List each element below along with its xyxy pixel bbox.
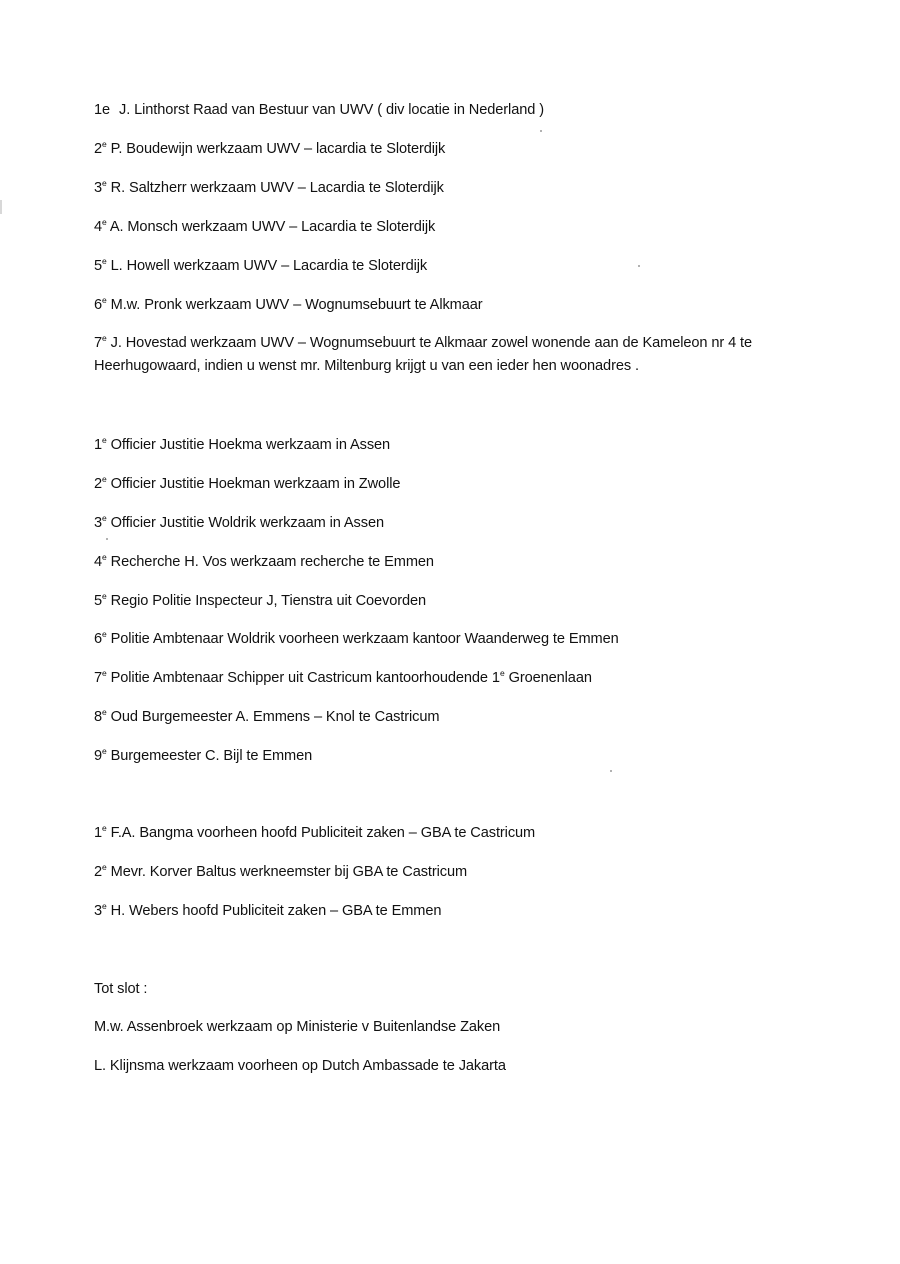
ordinal-suffix: e (102, 295, 107, 305)
item-text: Officier Justitie Woldrik werkzaam in Assen (110, 515, 384, 531)
ordinal-number: 6 (94, 297, 103, 313)
justitie-item-2 (94, 474, 400, 494)
ordinal-number: 1 (491, 670, 500, 686)
ordinal-suffix: e (102, 862, 107, 872)
item-text: A. Monsch werkzaam UWV – Lacardia te Sloterdijk (109, 219, 436, 235)
ordinal-suffix: e (102, 668, 107, 678)
ordinal-number: 5 (94, 593, 103, 609)
street-name: Groenenlaan (508, 670, 592, 686)
uwv-item-5 (94, 256, 427, 276)
ordinal (94, 219, 107, 235)
closing-item-1: M.w. Assenbroek werkzaam op Ministerie v Buitenlandse Zaken (94, 1019, 501, 1035)
ordinal (94, 554, 107, 570)
justitie-item-8 (94, 707, 439, 727)
ordinal-suffix: e (102, 746, 107, 756)
item-text: P. Boudewijn werkzaam UWV – lacardia te Sloterdijk (110, 141, 446, 157)
ordinal-suffix: e (102, 217, 107, 227)
ordinal-number: 1 (94, 825, 103, 841)
gba-item-2 (94, 862, 467, 882)
uwv-item-3 (94, 178, 444, 198)
ordinal-suffix: e (102, 256, 107, 266)
ordinal (94, 670, 107, 686)
ordinal (94, 825, 107, 841)
item-text: Burgemeester C. Bijl te Emmen (110, 748, 313, 764)
ordinal-number: 2 (94, 141, 103, 157)
ordinal-number: 5 (94, 258, 103, 274)
ordinal-suffix: e (102, 823, 107, 833)
closing-item-2: L. Klijnsma werkzaam voorheen op Dutch Ambassade te Jakarta (94, 1058, 506, 1074)
gba-item-1 (94, 823, 535, 843)
item-text: Officier Justitie Hoekman werkzaam in Zwolle (110, 476, 401, 492)
ordinal-suffix: e (102, 629, 107, 639)
ordinal (94, 102, 110, 118)
item-text: Regio Politie Inspecteur J, Tienstra uit Coevorden (110, 593, 427, 609)
ordinal-number: 3 (94, 515, 103, 531)
item-text: Recherche H. Vos werkzaam recherche te Emmen (110, 554, 434, 570)
ordinal-number: 4 (94, 554, 103, 570)
closing-heading: Tot slot : (94, 981, 148, 997)
uwv-item-2 (94, 139, 445, 159)
ordinal (94, 258, 107, 274)
ordinal-number: 6 (94, 631, 103, 647)
ordinal (94, 335, 107, 351)
justitie-item-3 (94, 513, 384, 533)
ordinal (94, 748, 107, 764)
item-text: F.A. Bangma voorheen hoofd Publiciteit zaken – GBA te Castricum (110, 825, 536, 841)
ordinal-suffix: e (102, 707, 107, 717)
ordinal-number: 9 (94, 748, 103, 764)
scan-speck (540, 130, 542, 132)
ordinal (94, 297, 107, 313)
ordinal (94, 864, 107, 880)
ordinal-number: 1 (94, 437, 103, 453)
ordinal-suffix: e (102, 552, 107, 562)
ordinal (94, 515, 107, 531)
ordinal-suffix: e (102, 901, 107, 911)
uwv-item-7 (94, 332, 814, 378)
justitie-item-6 (94, 629, 619, 649)
ordinal-suffix: e (102, 435, 107, 445)
ordinal-suffix: e (102, 139, 107, 149)
ordinal-number: 2 (94, 864, 103, 880)
item-text: Mevr. Korver Baltus werkneemster bij GBA te Castricum (110, 864, 468, 880)
scan-speck (106, 538, 108, 540)
justitie-item-1 (94, 435, 390, 455)
uwv-item-1 (94, 100, 544, 120)
ordinal (94, 903, 107, 919)
ordinal-number: 4 (94, 219, 103, 235)
ordinal-suffix: e (102, 591, 107, 601)
item-text: M.w. Pronk werkzaam UWV – Wognumsebuurt te Alkmaar (110, 297, 483, 313)
justitie-item-9 (94, 746, 312, 766)
item-text: Oud Burgemeester A. Emmens – Knol te Castricum (110, 709, 440, 725)
ordinal (94, 141, 107, 157)
item-text: R. Saltzherr werkzaam UWV – Lacardia te Sloterdijk (110, 180, 444, 196)
ordinal-suffix: e (102, 102, 111, 118)
ordinal-number: 7 (94, 335, 103, 351)
ordinal-number: 3 (94, 903, 103, 919)
ordinal-suffix: e (499, 668, 505, 678)
ordinal (94, 631, 107, 647)
ordinal-suffix: e (102, 333, 107, 343)
ordinal (94, 180, 107, 196)
uwv-item-6 (94, 295, 483, 315)
ordinal-number: 1 (94, 102, 103, 118)
ordinal-number: 8 (94, 709, 103, 725)
gba-item-3 (94, 901, 441, 921)
ordinal (94, 476, 107, 492)
ordinal-number: 2 (94, 476, 103, 492)
item-text: Politie Ambtenaar Woldrik voorheen werkzaam kantoor Waanderweg te Emmen (110, 631, 619, 647)
justitie-item-7 (94, 668, 592, 688)
street-ordinal (492, 670, 505, 686)
item-text: J. Linthorst Raad van Bestuur van UWV ( div locatie in Nederland ) (119, 102, 544, 118)
scan-speck (610, 770, 612, 772)
item-text: Politie Ambtenaar Schipper uit Castricum kantoorhoudende (110, 670, 488, 686)
ordinal-suffix: e (102, 513, 107, 523)
justitie-item-4 (94, 552, 434, 572)
ordinal (94, 709, 107, 725)
ordinal-suffix: e (102, 474, 107, 484)
ordinal-number: 7 (94, 670, 103, 686)
item-text: L. Howell werkzaam UWV – Lacardia te Sloterdijk (110, 258, 428, 274)
ordinal-suffix: e (102, 178, 107, 188)
scan-speck (638, 265, 640, 267)
ordinal-number: 3 (94, 180, 103, 196)
item-text: H. Webers hoofd Publiciteit zaken – GBA te Emmen (110, 903, 442, 919)
ordinal (94, 437, 107, 453)
item-text: Officier Justitie Hoekma werkzaam in Assen (110, 437, 391, 453)
justitie-item-5 (94, 591, 426, 611)
ordinal (94, 593, 107, 609)
scan-edge-mark (0, 200, 2, 214)
item-text: J. Hovestad werkzaam UWV – Wognumsebuurt te Alkmaar zowel wonende aan de Kameleon nr 4 te Heerhugowaard, indien u wenst mr. Miltenburg krijgt u van een ieder hen woonadres . (94, 335, 753, 374)
uwv-item-4 (94, 217, 435, 237)
